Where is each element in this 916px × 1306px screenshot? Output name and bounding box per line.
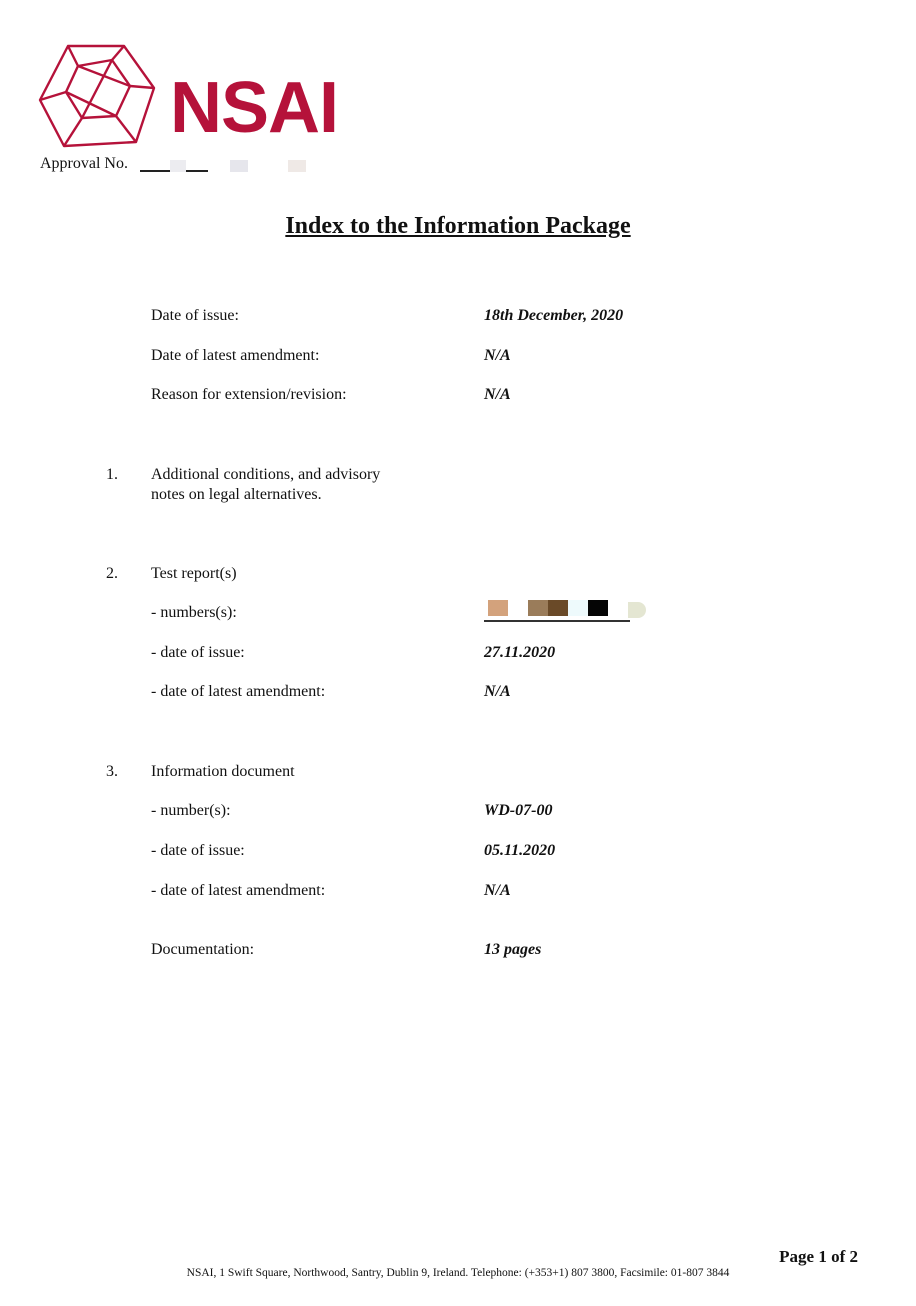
info-doc-amendment-value: N/A xyxy=(484,882,511,899)
redaction-block xyxy=(628,602,646,618)
redaction-block xyxy=(568,600,588,616)
latest-amendment-value: N/A xyxy=(484,347,511,364)
date-of-issue-value: 18th December, 2020 xyxy=(484,307,624,324)
section-3-number: 3. xyxy=(106,763,118,780)
test-report-numbers-label: - numbers(s): xyxy=(151,604,237,621)
reason-label: Reason for extension/revision: xyxy=(151,386,347,403)
info-doc-numbers-value: WD-07-00 xyxy=(484,802,553,819)
redaction-block xyxy=(528,600,548,616)
section-1-text-line1: Additional conditions, and advisory xyxy=(151,466,381,483)
page-title: Index to the Information Package xyxy=(285,213,631,239)
nsai-logo-icon xyxy=(38,42,158,152)
section-2-heading: Test report(s) xyxy=(151,565,237,582)
documentation-label: Documentation: xyxy=(151,941,255,958)
redaction-block xyxy=(488,600,508,616)
approval-label: Approval No. xyxy=(40,155,128,172)
info-doc-date-label: - date of issue: xyxy=(151,842,245,859)
redaction-block xyxy=(170,160,186,172)
date-of-issue-label: Date of issue: xyxy=(151,307,239,324)
footer-address: NSAI, 1 Swift Square, Northwood, Santry, Dublin 9, Ireland. Telephone: (+353+1) 807 3800, Facsimile: 01-807 3844 xyxy=(186,1267,730,1279)
section-1-text-line2: notes on legal alternatives. xyxy=(151,486,322,503)
test-report-date-value: 27.11.2020 xyxy=(484,644,556,661)
info-doc-amendment-label: - date of latest amendment: xyxy=(151,882,326,899)
test-report-date-label: - date of issue: xyxy=(151,644,245,661)
documentation-value: 13 pages xyxy=(484,941,542,958)
section-1-number: 1. xyxy=(106,466,118,483)
info-doc-numbers-label: - number(s): xyxy=(151,802,231,819)
redaction-block xyxy=(288,160,306,172)
redaction-block xyxy=(230,160,248,172)
reason-value: N/A xyxy=(484,386,511,403)
section-2-number: 2. xyxy=(106,565,118,582)
redaction-block xyxy=(548,600,568,616)
test-report-amendment-value: N/A xyxy=(484,683,511,700)
info-doc-date-value: 05.11.2020 xyxy=(484,842,556,859)
redaction-block xyxy=(588,600,608,616)
redaction-line xyxy=(484,620,630,622)
section-3-heading: Information document xyxy=(151,763,295,780)
page-number: Page 1 of 2 xyxy=(779,1247,858,1266)
latest-amendment-label: Date of latest amendment: xyxy=(151,347,320,364)
test-report-amendment-label: - date of latest amendment: xyxy=(151,683,326,700)
logo-wordmark: NSAI xyxy=(170,68,339,148)
